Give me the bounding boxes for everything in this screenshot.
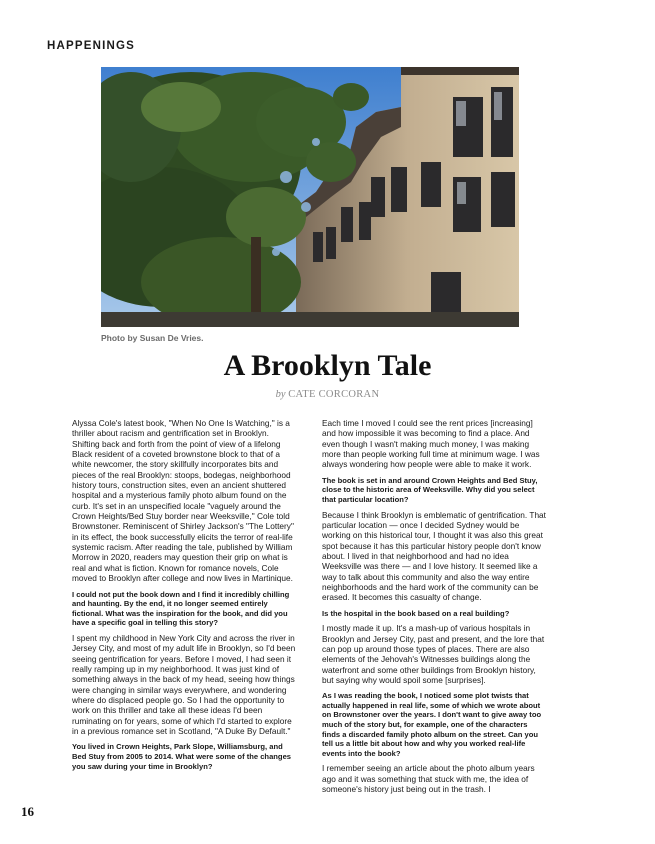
interview-question: The book is set in and around Crown Heights and Bed Stuy, close to the historic area of Weeksville. Why did you select that particular location?	[322, 475, 538, 504]
interview-question: Is the hospital in the book based on a real building?	[322, 608, 510, 618]
article-title: A Brooklyn Tale	[223, 349, 432, 382]
section-label: HAPPENINGS	[47, 40, 136, 52]
byline-prefix: by	[275, 389, 286, 400]
intro-paragraph: Alyssa Cole's latest book, "When No One Is Watching," is a thriller about racism and gentrification set in Brooklyn. Shifting back and forth from the point of view of a lifelong Black resident of a coveted brownstone block to that of a white newcomer, the story skillfully incorporates bits and pieces of the real Brooklyn: stoops, bodegas, neighborhood history tours, construction sites, even an ancient shuttered hospital and a mysterious family photo album found on the curb. It's set in an unspecified locale "vaguely around the Crown Heights/Bed Stuy border near Weeksville," Cole told Brownstoner. Reminiscent of Shirley Jackson's "The Lottery" in its effect, the book successfully elicits the terror of real-life systemic racism. After reading the tale, published by William Morrow in 2020, readers may question their grip on what is real and what is fiction. Known for romance novels, Cole moved to Brooklyn after college and now lives in Martinique.	[72, 418, 294, 584]
body-column-right	[322, 418, 546, 800]
interview-question: You lived in Crown Heights, Park Slope, Williamsburg, and Bed Stuy from 2005 to 2014. What were some of the changes you saw during your time in Brooklyn?	[72, 742, 292, 771]
interview-answer: I spent my childhood in New York City and across the river in Jersey City, and most of my adult life in Brooklyn, so I'd been seeing gentrification for years. Before I moved, I had seen it really ramping up in my neighborhood. It was just kind of something always in the back of my head, seeing how things were changing in similar ways everywhere, and wondering where do displaced people go. So I had the opportunity to work on this thriller and take all these ideas I'd been ruminating on for years, some of which I'd started to explore in a previous romance set in Scotland, "A Duke By Default."	[72, 632, 296, 736]
byline	[0, 389, 655, 400]
interview-answer: Each time I moved I could see the rent prices [increasing] and how impossible it was becoming to find a place. And even though I wasn't making much money, I was making more than people working full time at minimum wage. I was always wondering how people were able to make it work.	[322, 418, 540, 470]
interview-question: I could not put the book down and I find it incredibly chilling and haunting. By the end, it no longer seemed entirely fictional. What was the inspiration for the book, and did you have a specific goal in telling this story?	[72, 589, 290, 628]
article-photo	[101, 67, 519, 327]
page-number: 16	[21, 804, 34, 819]
brownstone-street-illustration	[101, 67, 519, 327]
interview-question: As I was reading the book, I noticed some plot twists that actually happened in real life, some of which we wrote about on Brownstoner over the years. I don't want to give away too much of the story but, for example, one of the characters finds a discarded family photo album on the street. Can you tell us a little bit about how and why you worked real-life events into the book?	[322, 691, 542, 758]
author-name: CATE CORCORAN	[288, 389, 380, 400]
interview-answer: I mostly made it up. It's a mash-up of various hospitals in Brooklyn and Jersey City, past and present, and the lore that can pop up around those types of places. There are also elements of the Jehovah's Witnesses buildings along the waterfront and some other buildings from Brooklyn history, but saying why would spoil some [surprises].	[322, 623, 545, 685]
interview-answer: I remember seeing an article about the photo album years ago and it was something that stuck with me, the idea of someone's history just being out in the trash. I	[322, 763, 535, 795]
body-column-left	[72, 418, 296, 776]
photo-credit: Photo by Susan De Vries.	[101, 333, 204, 343]
interview-answer: Because I think Brooklyn is emblematic of gentrification. That particular location — once I decided Sydney would be working on this historical tour, I thought it was also this great spot because it has this particular history people don't know about. I lived in that neighborhood and had no idea Weeksville was there — and I love history. It seemed like a way to talk about this community and also the way entire neighborhoods and the hard work of the community can be erased. It becomes this casualty of change.	[322, 509, 546, 603]
